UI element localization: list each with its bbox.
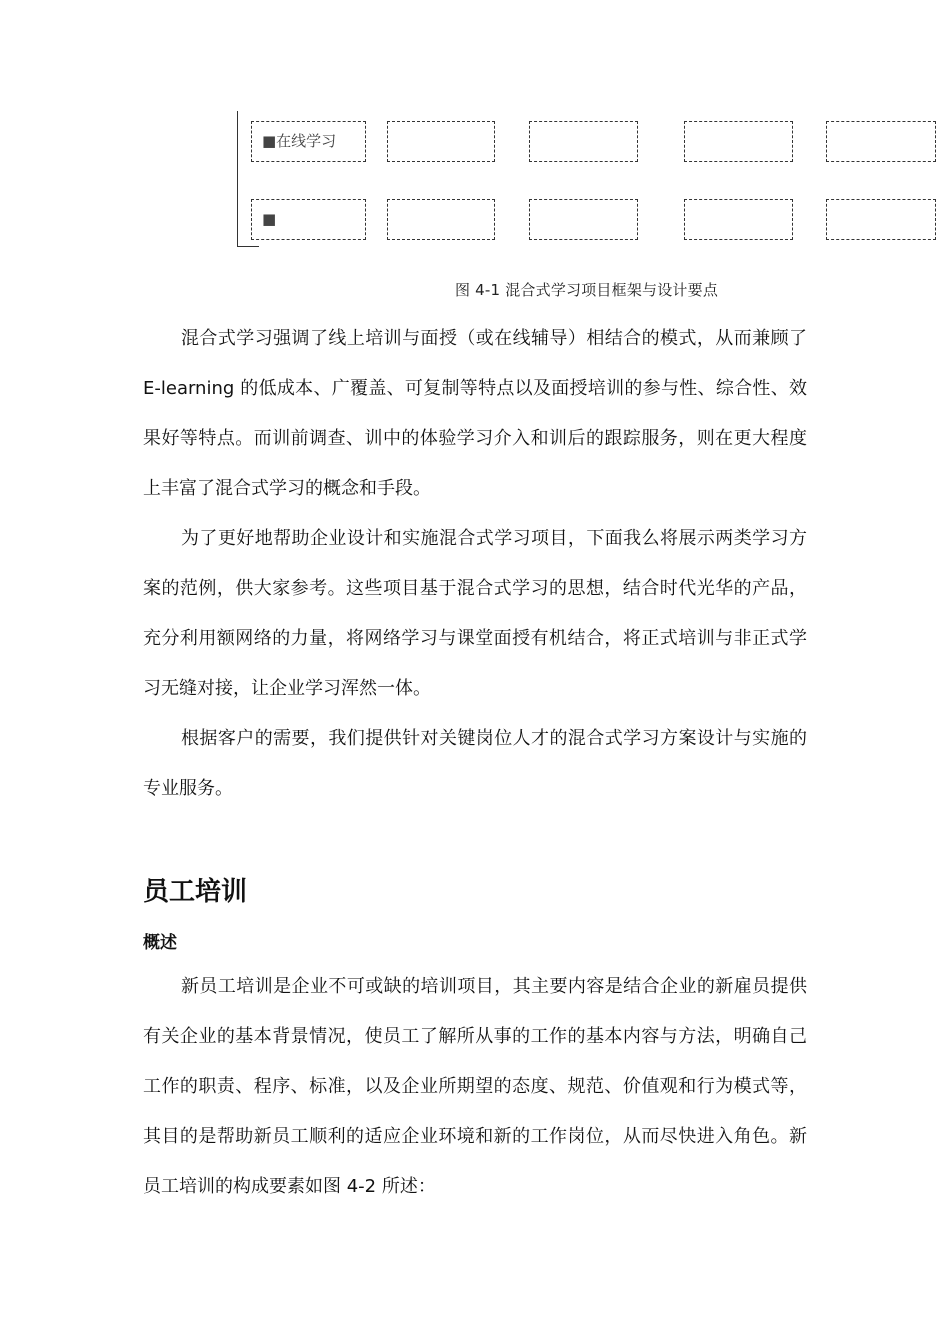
figure-box-bullet: ■ <box>251 199 366 240</box>
figure-bracket-line <box>237 111 238 247</box>
figure-bracket-foot <box>237 246 259 247</box>
paragraph-services: 根据客户的需要，我们提供针对关键岗位人才的混合式学习方案设计与实施的专业服务。 <box>143 728 807 799</box>
section-title: 员工培训 <box>143 877 248 907</box>
figure-box-empty <box>529 199 638 240</box>
figure-caption: 图 4-1 混合式学习项目框架与设计要点 <box>455 281 719 299</box>
figure-box-online-learning: ■在线学习 <box>251 121 366 162</box>
section-subtitle: 概述 <box>143 933 177 953</box>
figure-box-empty <box>826 121 936 162</box>
figure-box-empty <box>826 199 936 240</box>
figure-box-empty <box>529 121 638 162</box>
paragraph-solutions: 为了更好地帮助企业设计和实施混合式学习项目，下面我么将展示两类学习方案的范例，供大家参考。这些项目基于混合式学习的思想，结合时代光华的产品，充分利用额网络的力量，将网络学习与课堂面授有机结合，将正式培训与非正式学习无缝对接，让企业学习浑然一体。 <box>143 528 807 699</box>
figure-box-empty <box>684 199 793 240</box>
figure-box-empty <box>684 121 793 162</box>
figure-box-empty <box>387 199 495 240</box>
paragraph-blended-learning: 混合式学习强调了线上培训与面授（或在线辅导）相结合的模式，从而兼顾了 E-learning 的低成本、广覆盖、可复制等特点以及面授培训的参与性、综合性、效果好等特点。而训前调查、训中的体验学习介入和训后的跟踪服务，则在更大程度上丰富了混合式学习的概念和手段。 <box>143 328 807 499</box>
figure-box-empty <box>387 121 495 162</box>
paragraph-employee-training: 新员工培训是企业不可或缺的培训项目，其主要内容是结合企业的新雇员提供有关企业的基本背景情况，使员工了解所从事的工作的基本内容与方法，明确自己工作的职责、程序、标准，以及企业所期望的态度、规范、价值观和行为模式等，其目的是帮助新员工顺利的适应企业环境和新的工作岗位，从而尽快进入角色。新员工培训的构成要素如图 4-2 所述： <box>143 976 807 1197</box>
